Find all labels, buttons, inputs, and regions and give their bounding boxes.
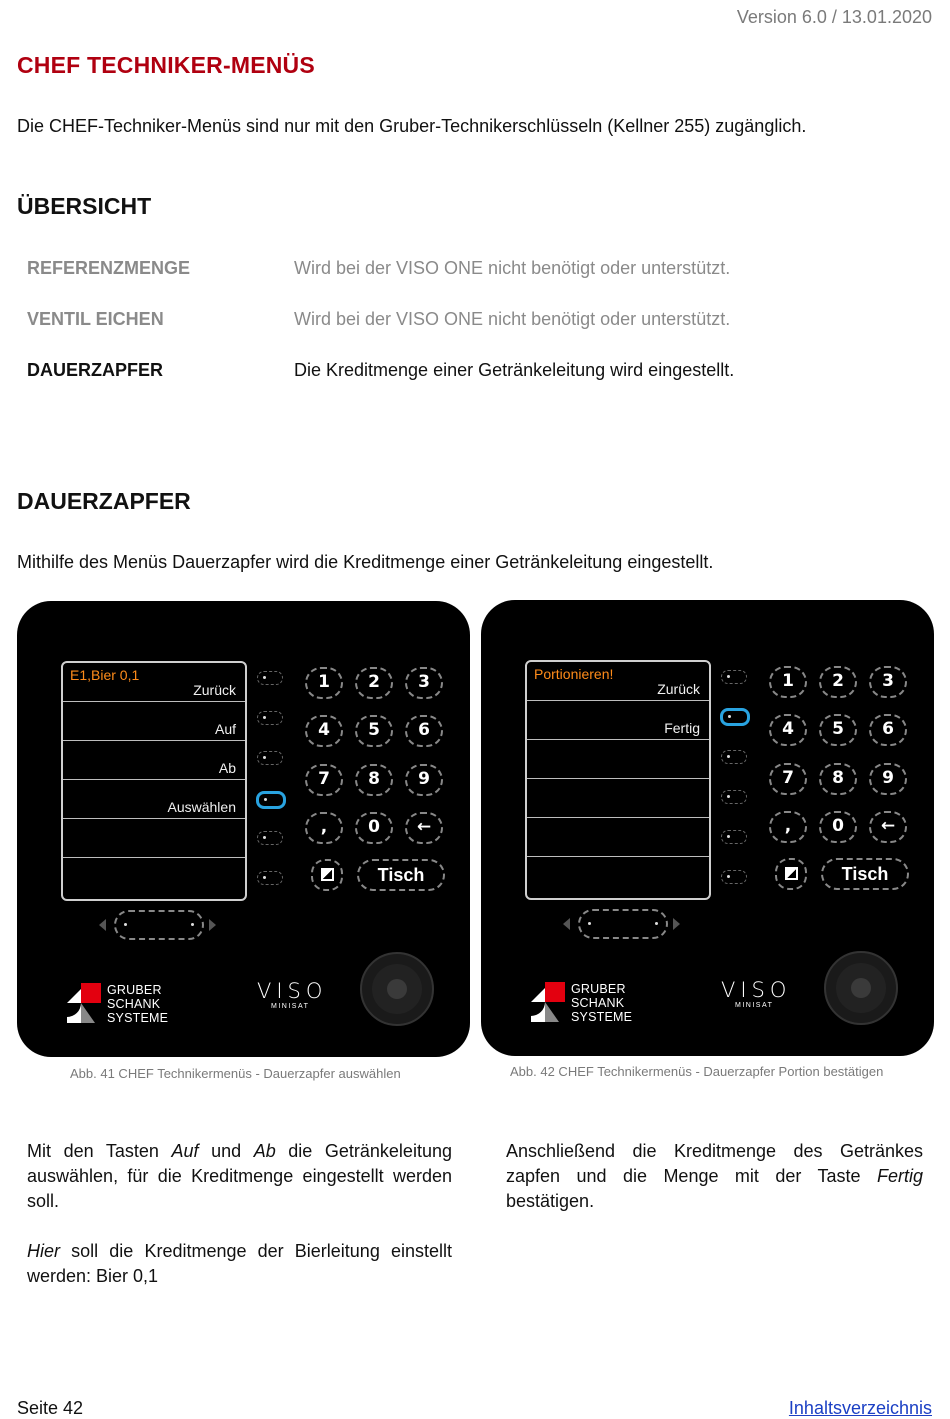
rotary-knob — [360, 952, 434, 1026]
device-screen — [525, 660, 711, 900]
keypad-key-6: 6 — [405, 715, 443, 747]
keypad-key-3: 3 — [869, 666, 907, 698]
logo-line-2: SCHANK — [107, 997, 161, 1011]
wheel-right-arrow-icon — [209, 919, 216, 931]
screen-header: E1,Bier 0,1 — [70, 667, 140, 683]
keypad-key-8: 8 — [355, 764, 393, 796]
body-text-left — [27, 1139, 452, 1289]
keypad-key-7: 7 — [305, 764, 343, 796]
screen-row-label: Zurück — [657, 681, 700, 697]
split-key-icon — [311, 859, 343, 891]
screen-row-label: Auswählen — [167, 799, 236, 815]
keypad-key-5: 5 — [355, 715, 393, 747]
gruber-logo-icon — [531, 982, 567, 1022]
scroll-wheel — [578, 909, 668, 939]
scroll-wheel — [114, 910, 204, 940]
text-run: bestätigen. — [506, 1191, 595, 1211]
screen-header: Portionieren! — [534, 666, 614, 682]
keypad-key-7: 7 — [769, 763, 807, 795]
paragraph — [27, 1139, 452, 1214]
minisat-label: MINISAT — [735, 1002, 774, 1009]
screen-row-label: Auf — [214, 721, 236, 737]
section-heading: DAUERZAPFER — [17, 488, 191, 514]
keypad-key-0: 0 — [819, 811, 857, 843]
soft-key — [257, 671, 283, 685]
soft-key — [721, 830, 747, 844]
keypad-key-1: 1 — [305, 667, 343, 699]
text-run: die Getränkeleitung auswählen, für die Kreditmenge eingestellt werden soll. — [27, 1141, 452, 1211]
keypad-key-comma: , — [769, 811, 807, 843]
text-run-italic: Auf — [171, 1141, 199, 1161]
screen-row-label: Ab — [218, 760, 236, 776]
text-run: Anschließend die Kreditmenge des Getränkes zapfen und die Menge mit der Taste — [506, 1141, 923, 1186]
viso-logo: VISO — [257, 979, 328, 1003]
toc-link[interactable]: Inhaltsverzeichnis — [788, 1398, 932, 1418]
soft-key — [721, 790, 747, 804]
split-key-icon — [775, 858, 807, 890]
logo-line-1: GRUBER — [571, 982, 626, 996]
intro-text: Die CHEF-Techniker-Menüs sind nur mit den Gruber-Technikerschlüsseln (Kellner 255) zugänglich. — [17, 116, 807, 136]
keypad-key-4: 4 — [305, 715, 343, 747]
keypad-key-8: 8 — [819, 763, 857, 795]
paragraph — [506, 1139, 923, 1214]
gruber-logo-icon — [67, 983, 103, 1023]
keypad-key-9: 9 — [869, 763, 907, 795]
text-run: soll die Kreditmenge der Bierleitung einstellt werden: Bier 0,1 — [27, 1241, 452, 1286]
keypad-key-5: 5 — [819, 714, 857, 746]
overview-key-dauerzapfer: DAUERZAPFER — [27, 360, 164, 380]
overview-value-ventil-eichen: Wird bei der VISO ONE nicht benötigt oder unterstützt. — [294, 309, 731, 329]
overview-heading: ÜBERSICHT — [17, 193, 152, 219]
text-run-italic: Fertig — [876, 1166, 923, 1186]
text-run-italic: Hier — [27, 1241, 61, 1261]
page-number: Seite 42 — [17, 1398, 84, 1418]
page-title: CHEF TECHNIKER-MENÜS — [17, 52, 315, 78]
soft-key — [721, 750, 747, 764]
logo-line-3: SYSTEME — [107, 1011, 169, 1025]
tisch-key: Tisch — [821, 858, 909, 890]
keypad-key-0: 0 — [355, 812, 393, 844]
figure-caption-42: Abb. 42 CHEF Technikermenüs - Dauerzapfer Portion bestätigen — [510, 1064, 884, 1079]
logo-line-2: SCHANK — [571, 996, 625, 1010]
minisat-label: MINISAT — [271, 1003, 310, 1010]
logo-line-1: GRUBER — [107, 983, 162, 997]
text-run: Mit den Tasten — [27, 1141, 172, 1161]
paragraph — [27, 1239, 452, 1289]
keypad-key-2: 2 — [819, 666, 857, 698]
keypad-key-back: ← — [405, 812, 443, 844]
viso-logo: VISO — [721, 978, 792, 1002]
body-text-right — [506, 1139, 923, 1214]
wheel-left-arrow-icon — [99, 919, 106, 931]
soft-key-active — [256, 791, 286, 809]
section-text: Mithilfe des Menüs Dauerzapfer wird die Kreditmenge einer Getränkeleitung eingestellt. — [17, 552, 714, 572]
keypad-key-6: 6 — [869, 714, 907, 746]
soft-key — [721, 670, 747, 684]
device-image-2 — [481, 600, 934, 1056]
overview-key-referenzmenge: REFERENZMENGE — [27, 258, 191, 278]
wheel-right-arrow-icon — [673, 918, 680, 930]
text-run: und — [198, 1141, 254, 1161]
text-run-italic: Ab — [253, 1141, 276, 1161]
overview-key-ventil-eichen: VENTIL EICHEN — [27, 309, 164, 329]
tisch-key: Tisch — [357, 859, 445, 891]
wheel-left-arrow-icon — [563, 918, 570, 930]
soft-key — [257, 711, 283, 725]
soft-key — [721, 870, 747, 884]
keypad-key-back: ← — [869, 811, 907, 843]
device-image-1 — [17, 601, 470, 1057]
overview-value-dauerzapfer: Die Kreditmenge einer Getränkeleitung wird eingestellt. — [294, 360, 735, 380]
soft-key — [257, 871, 283, 885]
keypad-key-9: 9 — [405, 764, 443, 796]
keypad-key-1: 1 — [769, 666, 807, 698]
soft-key-active — [720, 708, 750, 726]
rotary-knob — [824, 951, 898, 1025]
soft-key — [257, 751, 283, 765]
logo-line-3: SYSTEME — [571, 1010, 633, 1024]
keypad-key-comma: , — [305, 812, 343, 844]
screen-row-label: Fertig — [664, 720, 700, 736]
keypad-key-3: 3 — [405, 667, 443, 699]
overview-value-referenzmenge: Wird bei der VISO ONE nicht benötigt oder unterstützt. — [294, 258, 731, 278]
screen-row-label: Zurück — [193, 682, 236, 698]
soft-key — [257, 831, 283, 845]
keypad-key-2: 2 — [355, 667, 393, 699]
device-screen — [61, 661, 247, 901]
figure-caption-41: Abb. 41 CHEF Technikermenüs - Dauerzapfer auswählen — [70, 1066, 401, 1081]
version-label: Version 6.0 / 13.01.2020 — [736, 7, 932, 27]
keypad-key-4: 4 — [769, 714, 807, 746]
